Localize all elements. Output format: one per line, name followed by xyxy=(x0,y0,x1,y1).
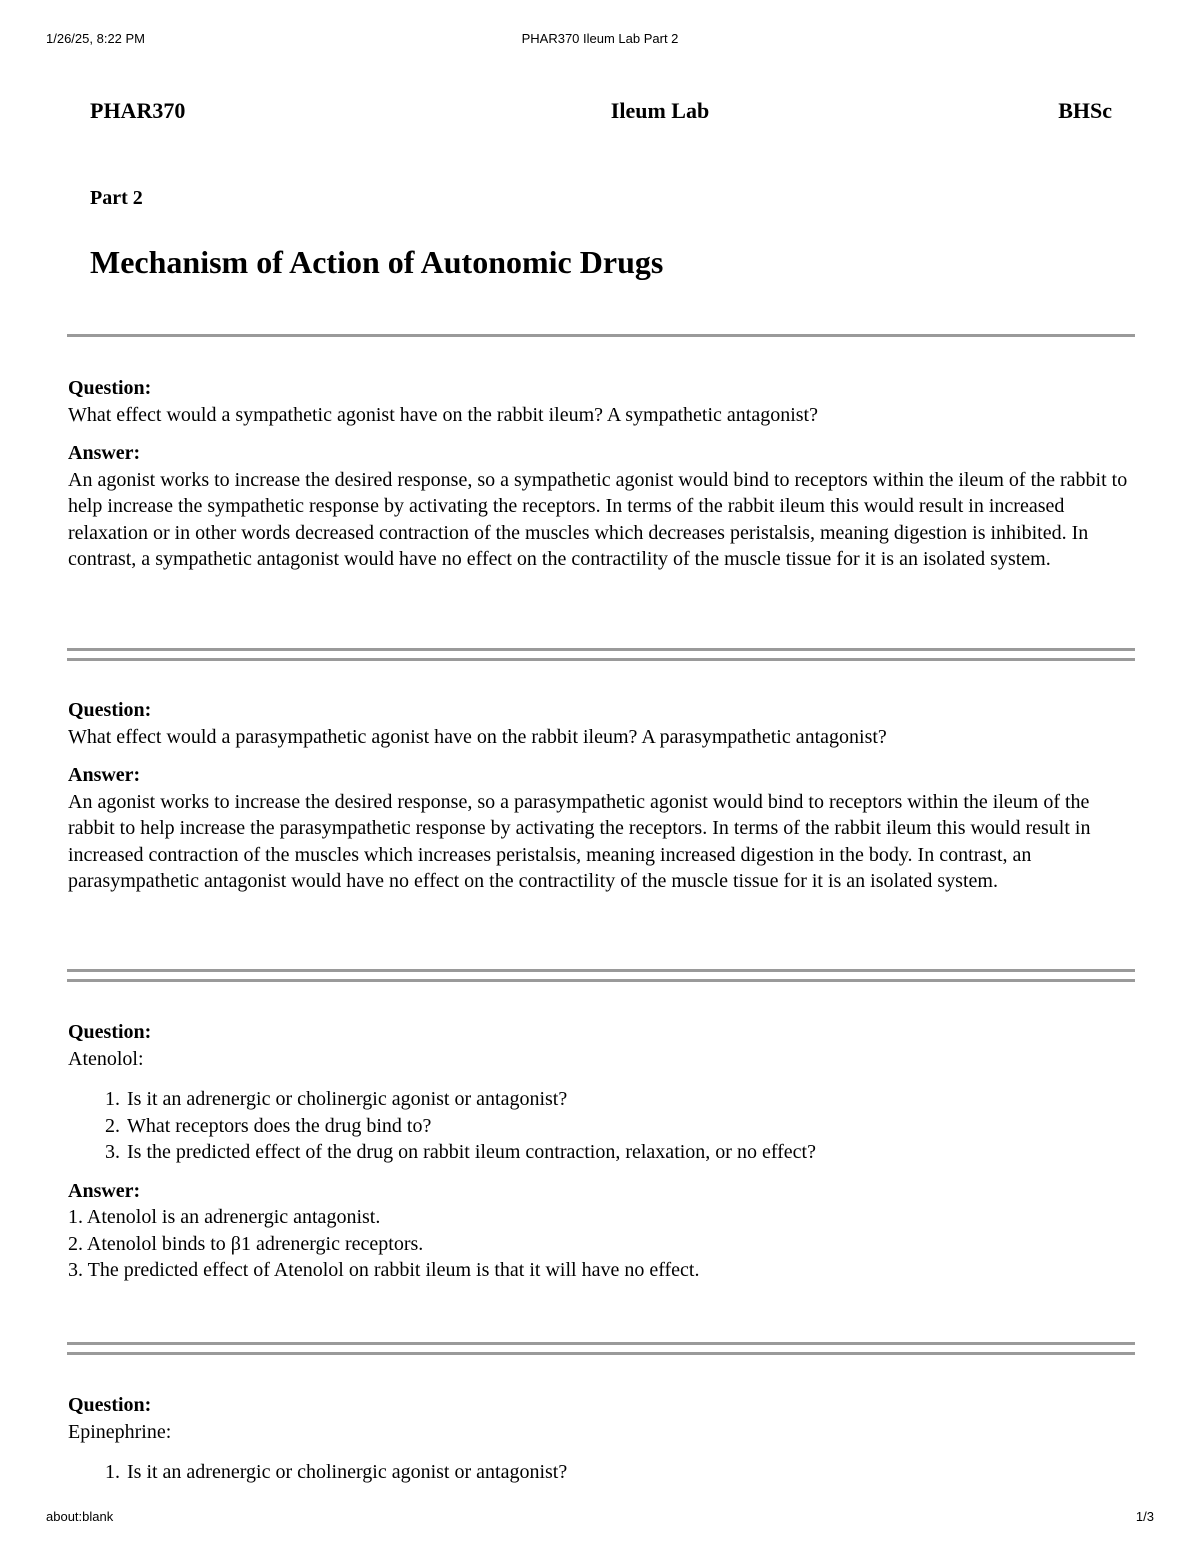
print-doc-title: PHAR370 Ileum Lab Part 2 xyxy=(521,31,679,46)
answer-label: Answer: xyxy=(68,1179,141,1202)
answer-text: An agonist works to increase the desired response, so a sympathetic agonist would bind to receptors within the ileum of the rabbit to help increase the sympathetic response by activating the receptors. In terms of the rabbit ileum this would result in increased relaxation or in other words decreased contraction of the muscles which decreases peristalsis, meaning digestion is inhibited. In contrast, a sympathetic antagonist would have no effect on the contractility of the muscle tissue for it is an isolated system. xyxy=(68,468,1128,570)
section-divider xyxy=(67,334,1135,337)
lab-name: Ileum Lab xyxy=(610,98,710,123)
answer-line: 3. The predicted effect of Atenolol on rabbit ileum is that it will have no effect. xyxy=(68,1259,700,1281)
drug-name: Atenolol: xyxy=(68,1047,144,1070)
question-list xyxy=(68,1459,1138,1486)
drug-name: Epinephrine: xyxy=(68,1420,172,1443)
list-item: 1. Is it an adrenergic or cholinergic agonist or antagonist? xyxy=(125,1459,1138,1486)
question-block-2 xyxy=(68,697,1138,895)
question-block-3 xyxy=(68,1019,1138,1284)
question-block-4 xyxy=(68,1392,1138,1486)
answer-line: 1. Atenolol is an adrenergic antagonist. xyxy=(68,1206,381,1228)
list-item: 1. Is it an adrenergic or cholinergic agonist or antagonist? xyxy=(125,1086,1138,1113)
question-text: What effect would a sympathetic agonist have on the rabbit ileum? A sympathetic antagonist? xyxy=(68,403,818,426)
part-label: Part 2 xyxy=(90,187,143,209)
question-label: Question: xyxy=(68,699,152,721)
program-name: BHSc xyxy=(1058,98,1112,123)
question-label: Question: xyxy=(68,1394,152,1416)
answer-label: Answer: xyxy=(68,764,141,786)
list-item: 3. Is the predicted effect of the drug on rabbit ileum contraction, relaxation, or no effect? xyxy=(125,1139,1138,1166)
section-divider xyxy=(67,1342,1135,1355)
question-block-1 xyxy=(68,375,1138,573)
page-number: 1/3 xyxy=(1135,1509,1154,1524)
page-title: Mechanism of Action of Autonomic Drugs xyxy=(90,244,664,280)
print-datetime: 1/26/25, 8:22 PM xyxy=(46,31,146,46)
question-label: Question: xyxy=(68,1021,152,1043)
document-header xyxy=(90,98,1112,128)
answer-text: An agonist works to increase the desired response, so a parasympathetic agonist would bind to receptors within the ileum of the rabbit to help increase the parasympathetic response by activating the receptors. In terms of the rabbit ileum this would result in increased contraction of the muscles which increases peristalsis, meaning increased digestion in the body. In contrast, an parasympathetic antagonist would have no effect on the contractility of the muscle tissue for it is an isolated system. xyxy=(68,790,1091,892)
answer-line: 2. Atenolol binds to β1 adrenergic receptors. xyxy=(68,1232,424,1255)
question-label: Question: xyxy=(68,377,152,399)
course-code: PHAR370 xyxy=(90,98,186,123)
section-divider xyxy=(67,648,1135,661)
section-divider xyxy=(67,969,1135,982)
page-url: about:blank xyxy=(46,1509,114,1524)
answer-label: Answer: xyxy=(68,442,141,464)
list-item: 2. What receptors does the drug bind to? xyxy=(125,1113,1138,1140)
question-text: What effect would a parasympathetic agonist have on the rabbit ileum? A parasympathetic antagonist? xyxy=(68,725,887,748)
question-list xyxy=(68,1086,1138,1166)
